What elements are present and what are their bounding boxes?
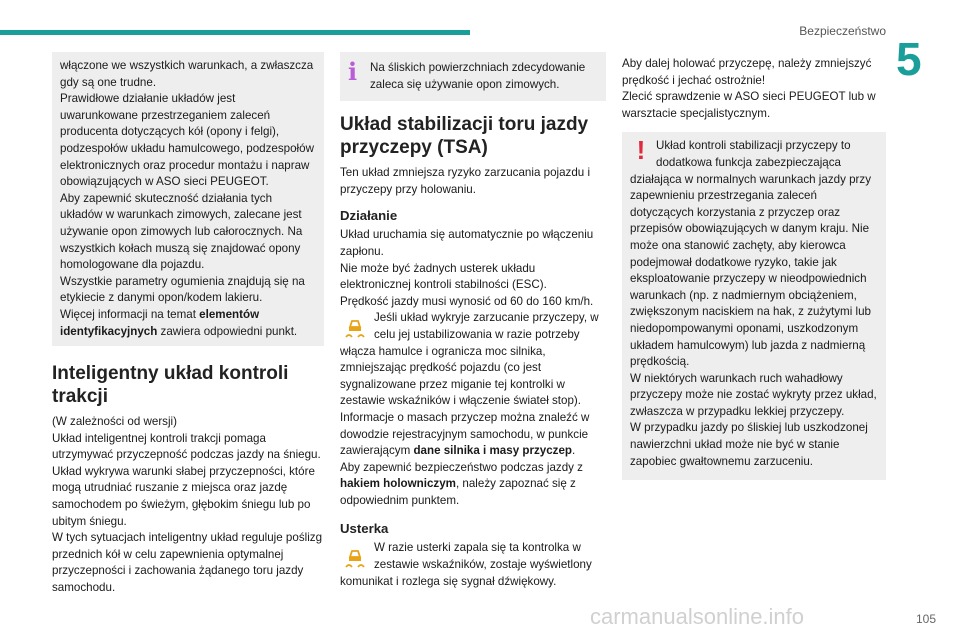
chapter-number: 5 xyxy=(896,33,922,85)
column-2 xyxy=(340,52,606,590)
warning-box xyxy=(622,132,886,480)
fault-paragraph xyxy=(340,540,606,590)
header-accent-bar xyxy=(0,30,470,35)
page-number: 105 xyxy=(915,612,936,626)
operation-text: Układ uruchamia się automatycznie po włączeniu zapłonu. Nie może być żadnych usterek układu elektronicznej kontroli stabilności (ESC). Prędkość jazdy musi wynosić od 60 do 160 km/h. xyxy=(340,228,594,308)
skid-warning-lamp-icon xyxy=(340,540,370,570)
note-box xyxy=(52,52,324,346)
heading-traction-control: Inteligentny układ kontroli trakcji xyxy=(52,363,289,408)
traction-control-text: (W zależności od wersji) Układ inteligentnej kontroli trakcji pomaga utrzymywać przyczepność podczas jazdy na śniegu. Układ wykrywa warunki słabej przyczepności, które mogą utrudniać ruszanie z miejsca oraz jazdę samochodem po świeżym, głębokim śniegu lub po ubitym śniegu. W tych sytuacjach inteligentny układ reguluje poślizg przednich kół w celu zapewnienia optymalnej przyczepności i zachowania żądanego toru jazdy samochodu. xyxy=(52,415,323,595)
operation-text-2: Jeśli układ wykryje zarzucanie przyczepy, w celu jej ustabilizowania w razie potrzeby włącza hamulce i ogranicza moc silnika, zmniejszając prędkość pojazdu (co jest sygnalizowane przez miganie tej kontrolki w zestawie wskaźników i włączenie świateł stop). Informacje o masach przyczep można znaleźć w dowodzie rejestracyjnym samochodu, w punkcie zawierającym dane silnika i masy przyczep. Aby zapewnić bezpieczeństwo podczas jazdy z hakiem holowniczym, należy zapoznać się z odpowiednim punktem. xyxy=(340,311,599,507)
watermark: carmanualsonline.info xyxy=(590,604,805,629)
tsa-intro: Ten układ zmniejsza ryzyko zarzucania pojazdu i przyczepy przy holowaniu. xyxy=(340,166,591,196)
heading-tsa: Układ stabilizacji toru jazdy przyczepy (TSA) xyxy=(340,114,589,159)
skid-warning-lamp-icon xyxy=(340,310,370,340)
exclamation-icon: ! xyxy=(636,135,646,166)
info-text: Na śliskich powierzchniach zdecydowanie zaleca się używanie opon zimowych. xyxy=(370,61,586,91)
note-text: włączone we wszystkich warunkach, a zwłaszcza gdy są one trudne. Prawidłowe działanie układów jest uwarunkowane przestrzeganiem zaleceń producenta dotyczących kół (opony i felgi), podzespołów układu hamulcowego, podzespołów elektronicznych oraz procedur montażu i napraw obowiązujących w ASO sieci PEUGEOT. Aby zapewnić skuteczność działania tych układów w warunkach zimowych, zalecane jest używanie opon zimowych lub całorocznych. Na wszystkich kołach muszą się znajdować opony homologowane dla pojazdu. Wszystkie parametry ogumienia znajdują się na etykiecie z danymi opon/kodem lakieru. Więcej informacji na temat elementów identyfikacyjnych zawiera odpowiedni punkt. xyxy=(60,59,314,338)
subheading-operation: Działanie xyxy=(340,208,398,224)
fault-text: W razie usterki zapala się ta kontrolka w zestawie wskaźników, zostaje wyświetlony komunikat i rozlega się sygnał dźwiękowy. xyxy=(340,541,592,588)
info-icon: i xyxy=(348,57,358,86)
tow-advice-text: Aby dalej holować przyczepę, należy zmniejszyć prędkość i jechać ostrożnie! Zlecić sprawdzenie w ASO sieci PEUGEOT lub w warsztacie specjalistycznym. xyxy=(622,57,876,120)
note-bold: elementów identyfikacyjnych xyxy=(60,307,260,338)
column-1 xyxy=(52,52,324,597)
info-box xyxy=(340,52,606,101)
operation-lamp-paragraph xyxy=(340,310,606,509)
warning-text: Układ kontroli stabilizacji przyczepy to dodatkowa funkcja zabezpieczająca działająca w normalnych warunkach jazdy przy zapewnieniu przestrzegania zaleceń dotyczących korzystania z przyczep oraz przepisów obowiązujących w danym kraju. Nie może ona stanowić zachęty, aby kierowca podejmował dodatkowe ryzyko, takie jak eksploatowanie przyczepy w nieodpowiednich warunkach (np. z nadmiernym obciążeniem, zwiększonym naciskiem na hak, z zużytymi lub niedopompowanymi oponami, uszkodzonym układem hamulcowym) lub jazda z nadmierną prędkością. W niektórych warunkach ruch wahadłowy przyczepy może nie zostać wykryty przez układ, zwłaszcza w przypadku lekkiej przyczepy. W przypadku jazdy po śliskiej lub uszkodzonej nawierzchni układ może nie być w stanie zapobiec gwałtownemu zarzuceniu. xyxy=(630,139,877,468)
section-title: Bezpieczeństwo xyxy=(799,24,886,38)
column-3 xyxy=(622,52,886,480)
subheading-fault: Usterka xyxy=(340,521,389,537)
